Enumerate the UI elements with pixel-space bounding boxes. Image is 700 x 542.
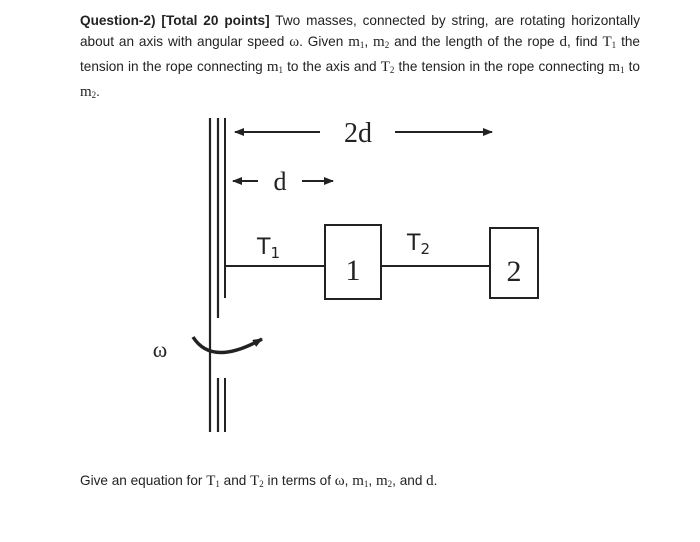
subscript: 1 bbox=[620, 65, 625, 75]
footer-text-part: in terms of bbox=[263, 473, 335, 488]
tension-symbol-t1 bbox=[206, 473, 220, 489]
subscript: 1 bbox=[611, 40, 617, 50]
symbol: T bbox=[206, 473, 216, 489]
instruction-text bbox=[80, 471, 640, 494]
tension-t2-label bbox=[406, 231, 430, 258]
symbol: T bbox=[602, 34, 612, 50]
question-text-part: to the axis and bbox=[283, 59, 381, 74]
question-text-part: the tension in the rope connecting bbox=[80, 34, 640, 74]
symbol: m bbox=[352, 473, 364, 489]
subscript: 1 bbox=[363, 479, 369, 489]
dimension-d-label: d bbox=[273, 167, 287, 196]
subscript: 2 bbox=[389, 65, 395, 75]
subscript: 1 bbox=[278, 65, 284, 75]
dimension-2d-label: 2d bbox=[344, 118, 372, 149]
symbol: T bbox=[380, 59, 390, 75]
symbol: m bbox=[80, 84, 92, 100]
symbol: m bbox=[375, 473, 388, 489]
mass-symbol-m1 bbox=[352, 473, 368, 489]
tension-t2-symbol: T bbox=[407, 231, 421, 256]
question-text-part: . bbox=[96, 84, 100, 99]
tension-symbol-t2 bbox=[250, 473, 264, 489]
tension-t1-symbol: T bbox=[257, 235, 271, 260]
tension-t2-subscript: 2 bbox=[420, 240, 430, 258]
footer-text-part: . bbox=[433, 473, 438, 488]
omega-symbol: ω bbox=[334, 473, 345, 489]
question-heading: Question-2) [Total 20 points] bbox=[80, 13, 270, 28]
question-text-part: , find bbox=[567, 34, 603, 49]
symbol: m bbox=[373, 34, 385, 50]
question-text-part: , bbox=[364, 34, 374, 49]
length-symbol-d: d bbox=[559, 34, 568, 50]
symbol: m bbox=[266, 59, 279, 75]
symbol: T bbox=[250, 473, 260, 489]
footer-text-part: , and bbox=[392, 473, 427, 488]
footer-text-part: Give an equation for bbox=[80, 473, 207, 488]
tension-t1-subscript: 1 bbox=[270, 244, 280, 262]
omega-label: ω bbox=[152, 337, 168, 362]
subscript: 1 bbox=[359, 40, 365, 50]
question-text-part: Two masses, connected by string, are rotating horizontally about an axis with angular speed bbox=[80, 13, 640, 49]
mass-2-label: 2 bbox=[506, 255, 522, 288]
question-text-part: and the length of the rope bbox=[389, 34, 560, 49]
subscript: 2 bbox=[387, 479, 393, 489]
subscript: 2 bbox=[91, 90, 97, 100]
question-text-part: to bbox=[624, 59, 640, 74]
footer-text-part: and bbox=[219, 473, 251, 488]
mass-1-label: 1 bbox=[345, 254, 361, 287]
omega-symbol: ω bbox=[289, 34, 300, 50]
symbol: m bbox=[608, 59, 621, 75]
rotation-arrow-icon bbox=[193, 337, 262, 353]
tension-t1-label bbox=[256, 235, 280, 262]
footer-text-part: , bbox=[368, 473, 376, 488]
mass-symbol-m2 bbox=[376, 473, 392, 489]
question-text-part: . Given bbox=[299, 34, 349, 49]
subscript: 1 bbox=[215, 479, 220, 489]
subscript: 2 bbox=[384, 40, 390, 50]
subscript: 2 bbox=[259, 479, 264, 489]
footer-text-part: , bbox=[344, 473, 353, 488]
question-text-part: the tension in the rope connecting bbox=[394, 59, 609, 74]
symbol: m bbox=[348, 34, 360, 50]
length-symbol-d: d bbox=[426, 473, 434, 489]
